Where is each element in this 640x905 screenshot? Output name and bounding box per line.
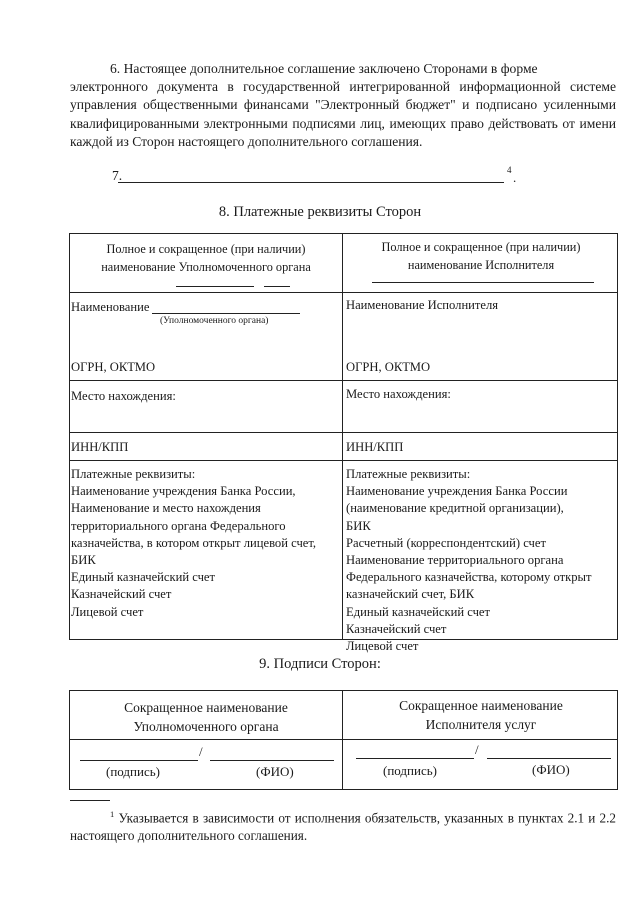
- right-header-line1: Полное и сокращенное (при наличии): [381, 240, 581, 254]
- footnote-text: Указывается в зависимости от исполнения обязательств, указанных в пунктах 2.1 и 2.2 настоящего дополнительного соглашения.: [70, 810, 616, 844]
- right-signature-line: [356, 758, 474, 759]
- left-payment-line: казначейства, в котором открыт лицевой счет,: [71, 535, 317, 550]
- left-header-line2: наименование Уполномоченного органа: [101, 260, 311, 274]
- footnote-separator: [70, 800, 110, 801]
- signatures-row-divider: [69, 739, 618, 740]
- right-payment-line: Платежные реквизиты:: [346, 467, 471, 481]
- right-inn: ИНН/КПП: [346, 440, 404, 454]
- signature-left-header-line1: Сокращенное наименование: [124, 700, 288, 715]
- right-signature-caption: (подпись): [383, 763, 437, 778]
- signature-right-header-line2: Исполнителя услуг: [425, 717, 537, 732]
- right-payment-line: Наименование территориального органа: [346, 553, 564, 568]
- section-8-title: 8. Платежные реквизиты Сторон: [218, 204, 422, 220]
- paragraph-7-blank-line: [118, 182, 504, 183]
- paragraph-7-end: .: [513, 170, 517, 185]
- right-payment-line: казначейский счет, БИК: [346, 587, 475, 602]
- right-header-line2: наименование Исполнителя: [407, 258, 555, 272]
- left-header-line1: Полное и сокращенное (при наличии): [106, 242, 306, 256]
- right-payment-line: (наименование кредитной организации),: [346, 501, 564, 516]
- signatures-column-divider: [342, 690, 343, 790]
- left-payment-line: Наименование и место нахождения: [71, 501, 261, 516]
- table-row-divider: [69, 292, 618, 293]
- right-payment-line: Лицевой счет: [346, 639, 419, 654]
- left-payment-line: Платежные реквизиты:: [71, 467, 196, 481]
- right-signature-slash: /: [475, 742, 479, 757]
- table-column-divider: [342, 233, 343, 640]
- right-name-label: Наименование Исполнителя: [346, 298, 499, 312]
- left-payment-line: БИК: [71, 553, 96, 568]
- right-payment-line: Расчетный (корреспондентский) счет: [346, 535, 546, 550]
- right-payment-line: Единый казначейский счет: [346, 604, 491, 619]
- left-payment-line: Наименование учреждения Банка России,: [71, 484, 296, 499]
- right-fio-caption: (ФИО): [532, 762, 570, 777]
- left-ogrn: ОГРН, ОКТМО: [71, 360, 156, 374]
- signature-right-header: [345, 696, 617, 734]
- section-9-title: 9. Подписи Сторон:: [259, 656, 381, 672]
- signature-left-header-line2: Уполномоченного органа: [133, 719, 279, 734]
- footnote: [70, 805, 616, 845]
- right-header: [345, 238, 617, 274]
- table-row-divider: [69, 432, 618, 433]
- signature-left-header: [72, 698, 340, 736]
- table-row-divider: [69, 380, 618, 381]
- left-signature-slash: /: [199, 744, 203, 759]
- paragraph-6-rest: электронного документа в государственной интегрированной информационной системе управления общественными финансами "Электронный бюджет" и подписано усиленными квалифицированными электронными подписями лиц, имеющих право действовать от имени каждой из Сторон настоящего дополнительного соглашения.: [70, 79, 616, 149]
- right-payment-line: Федерального казначейства, которому открыт: [346, 570, 592, 585]
- table-row-divider: [69, 460, 618, 461]
- left-name-label: Наименование: [71, 300, 150, 314]
- paragraph-7-number: 7.: [112, 168, 123, 183]
- left-header-underline-short: [264, 286, 290, 287]
- signature-right-header-line1: Сокращенное наименование: [399, 698, 563, 713]
- left-signature-line: [80, 760, 198, 761]
- right-header-underline: [372, 282, 594, 283]
- right-payment-line: Казначейский счет: [346, 621, 447, 636]
- left-payment-details: [71, 466, 339, 621]
- left-fio-caption: (ФИО): [256, 764, 294, 779]
- right-ogrn: ОГРН, ОКТМО: [346, 360, 431, 374]
- left-fio-line: [210, 760, 334, 761]
- left-location: Место нахождения:: [71, 389, 176, 403]
- left-payment-line: Казначейский счет: [71, 587, 172, 602]
- right-fio-line: [487, 758, 611, 759]
- left-header: [72, 240, 340, 276]
- left-name-underline: [152, 313, 300, 314]
- left-payment-line: Лицевой счет: [71, 604, 144, 619]
- right-location: Место нахождения:: [346, 387, 451, 401]
- paragraph-6-first-line: 6. Настоящее дополнительное соглашение заключено Сторонами в форме: [110, 61, 538, 76]
- left-signature-caption: (подпись): [106, 764, 160, 779]
- right-payment-line: Наименование учреждения Банка России: [346, 484, 568, 499]
- left-payment-line: территориального органа Федерального: [71, 518, 286, 533]
- right-payment-details: [346, 466, 616, 655]
- left-name-hint: (Уполномоченного органа): [160, 316, 269, 326]
- left-payment-line: Единый казначейский счет: [71, 570, 216, 585]
- paragraph-7-footnote-mark: 4: [507, 165, 512, 175]
- right-payment-line: БИК: [346, 518, 371, 533]
- left-header-underline: [176, 286, 254, 287]
- paragraph-6: [70, 60, 616, 151]
- left-inn: ИНН/КПП: [71, 440, 129, 454]
- footnote-mark: 1: [110, 809, 115, 819]
